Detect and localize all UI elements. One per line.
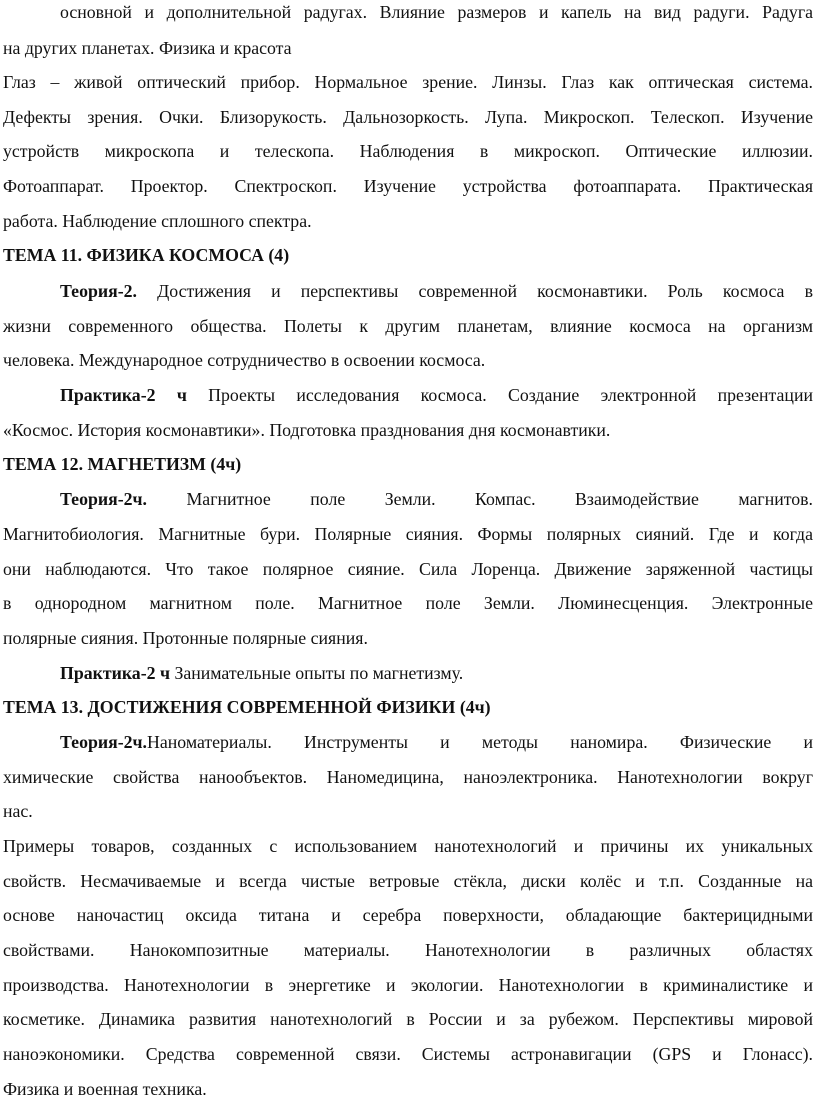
text-line: наноэкономики. Средства современной связи. Системы астронавигации (GPS и Глонасс). [3, 1044, 813, 1064]
theory-label: Теория-2ч. [60, 732, 148, 752]
text-line: Дефекты зрения. Очки. Близорукость. Дальнозоркость. Лупа. Микроскоп. Телескоп. Изучение [3, 107, 813, 127]
theory-label: Теория-2. [60, 281, 137, 301]
text-line: работа. Наблюдение сплошного спектра. [3, 211, 312, 231]
text-line: химические свойства нанообъектов. Наномедицина, наноэлектроника. Нанотехнологии вокруг [3, 767, 813, 787]
text-line: они наблюдаются. Что такое полярное сияние. Сила Лоренца. Движение заряженной частицы [3, 559, 813, 579]
text-line: Физика и военная техника. [3, 1079, 207, 1099]
section-heading: ТЕМА 13. ДОСТИЖЕНИЯ СОВРЕМЕННОЙ ФИЗИКИ (4ч) [3, 697, 491, 717]
text-line: основной и дополнительной радугах. Влияние размеров и капель на вид радуги. Радуга [60, 2, 813, 22]
text-line: Магнитобиология. Магнитные бури. Полярные сияния. Формы полярных сияний. Где и когда [3, 524, 813, 544]
text-line: жизни современного общества. Полеты к другим планетам, влияние космоса на организм [3, 316, 813, 336]
text-line: производства. Нанотехнологии в энергетике и экологии. Нанотехнологии в криминалистике и [3, 975, 813, 995]
theory-label: Теория-2ч. [60, 489, 148, 509]
section-heading: ТЕМА 11. ФИЗИКА КОСМОСА (4) [3, 245, 290, 265]
text-line: Примеры товаров, созданных с использованием нанотехнологий и причины их уникальных [3, 836, 813, 856]
text-line: на других планетах. Физика и красота [3, 38, 292, 58]
text-line: Практика-2 ч Занимательные опыты по магнетизму. [60, 663, 464, 683]
text-line: основе наночастиц оксида титана и серебра поверхности, обладающие бактерицидными [3, 905, 813, 925]
text-line: «Космос. История космонавтики». Подготовка празднования дня космонавтики. [3, 420, 611, 440]
text-line: Теория-2ч.Наноматериалы. Инструменты и методы наномира. Физические и [60, 732, 813, 752]
practice-label: Практика-2 ч [60, 663, 170, 683]
text-line: Глаз – живой оптический прибор. Нормальное зрение. Линзы. Глаз как оптическая система. [3, 72, 813, 92]
text-line: Теория-2. Достижения и перспективы современной космонавтики. Роль космоса в [60, 281, 813, 301]
text-line: нас. [3, 801, 33, 821]
text-line: свойств. Несмачиваемые и всегда чистые ветровые стёкла, диски колёс и т.п. Созданные на [3, 871, 813, 891]
text-line: полярные сияния. Протонные полярные сияния. [3, 628, 368, 648]
text-line: косметике. Динамика развития нанотехнологий в России и за рубежом. Перспективы мировой [3, 1009, 813, 1029]
section-heading: ТЕМА 12. МАГНЕТИЗМ (4ч) [3, 454, 242, 474]
text-line: в однородном магнитном поле. Магнитное поле Земли. Люминесценция. Электронные [3, 593, 813, 613]
text-line: человека. Международное сотрудничество в освоении космоса. [3, 350, 486, 370]
text-line: свойствами. Нанокомпозитные материалы. Нанотехнологии в различных областях [3, 940, 813, 960]
text-line: Практика-2 ч Проекты исследования космоса. Создание электронной презентации [60, 385, 813, 405]
text-line: Теория-2ч. Магнитное поле Земли. Компас. Взаимодействие магнитов. [60, 489, 813, 509]
practice-label: Практика-2 ч [60, 385, 187, 405]
text-line: Фотоаппарат. Проектор. Спектроскоп. Изучение устройства фотоаппарата. Практическая [3, 176, 813, 196]
text-line: устройств микроскопа и телескопа. Наблюдения в микроскоп. Оптические иллюзии. [3, 141, 813, 161]
